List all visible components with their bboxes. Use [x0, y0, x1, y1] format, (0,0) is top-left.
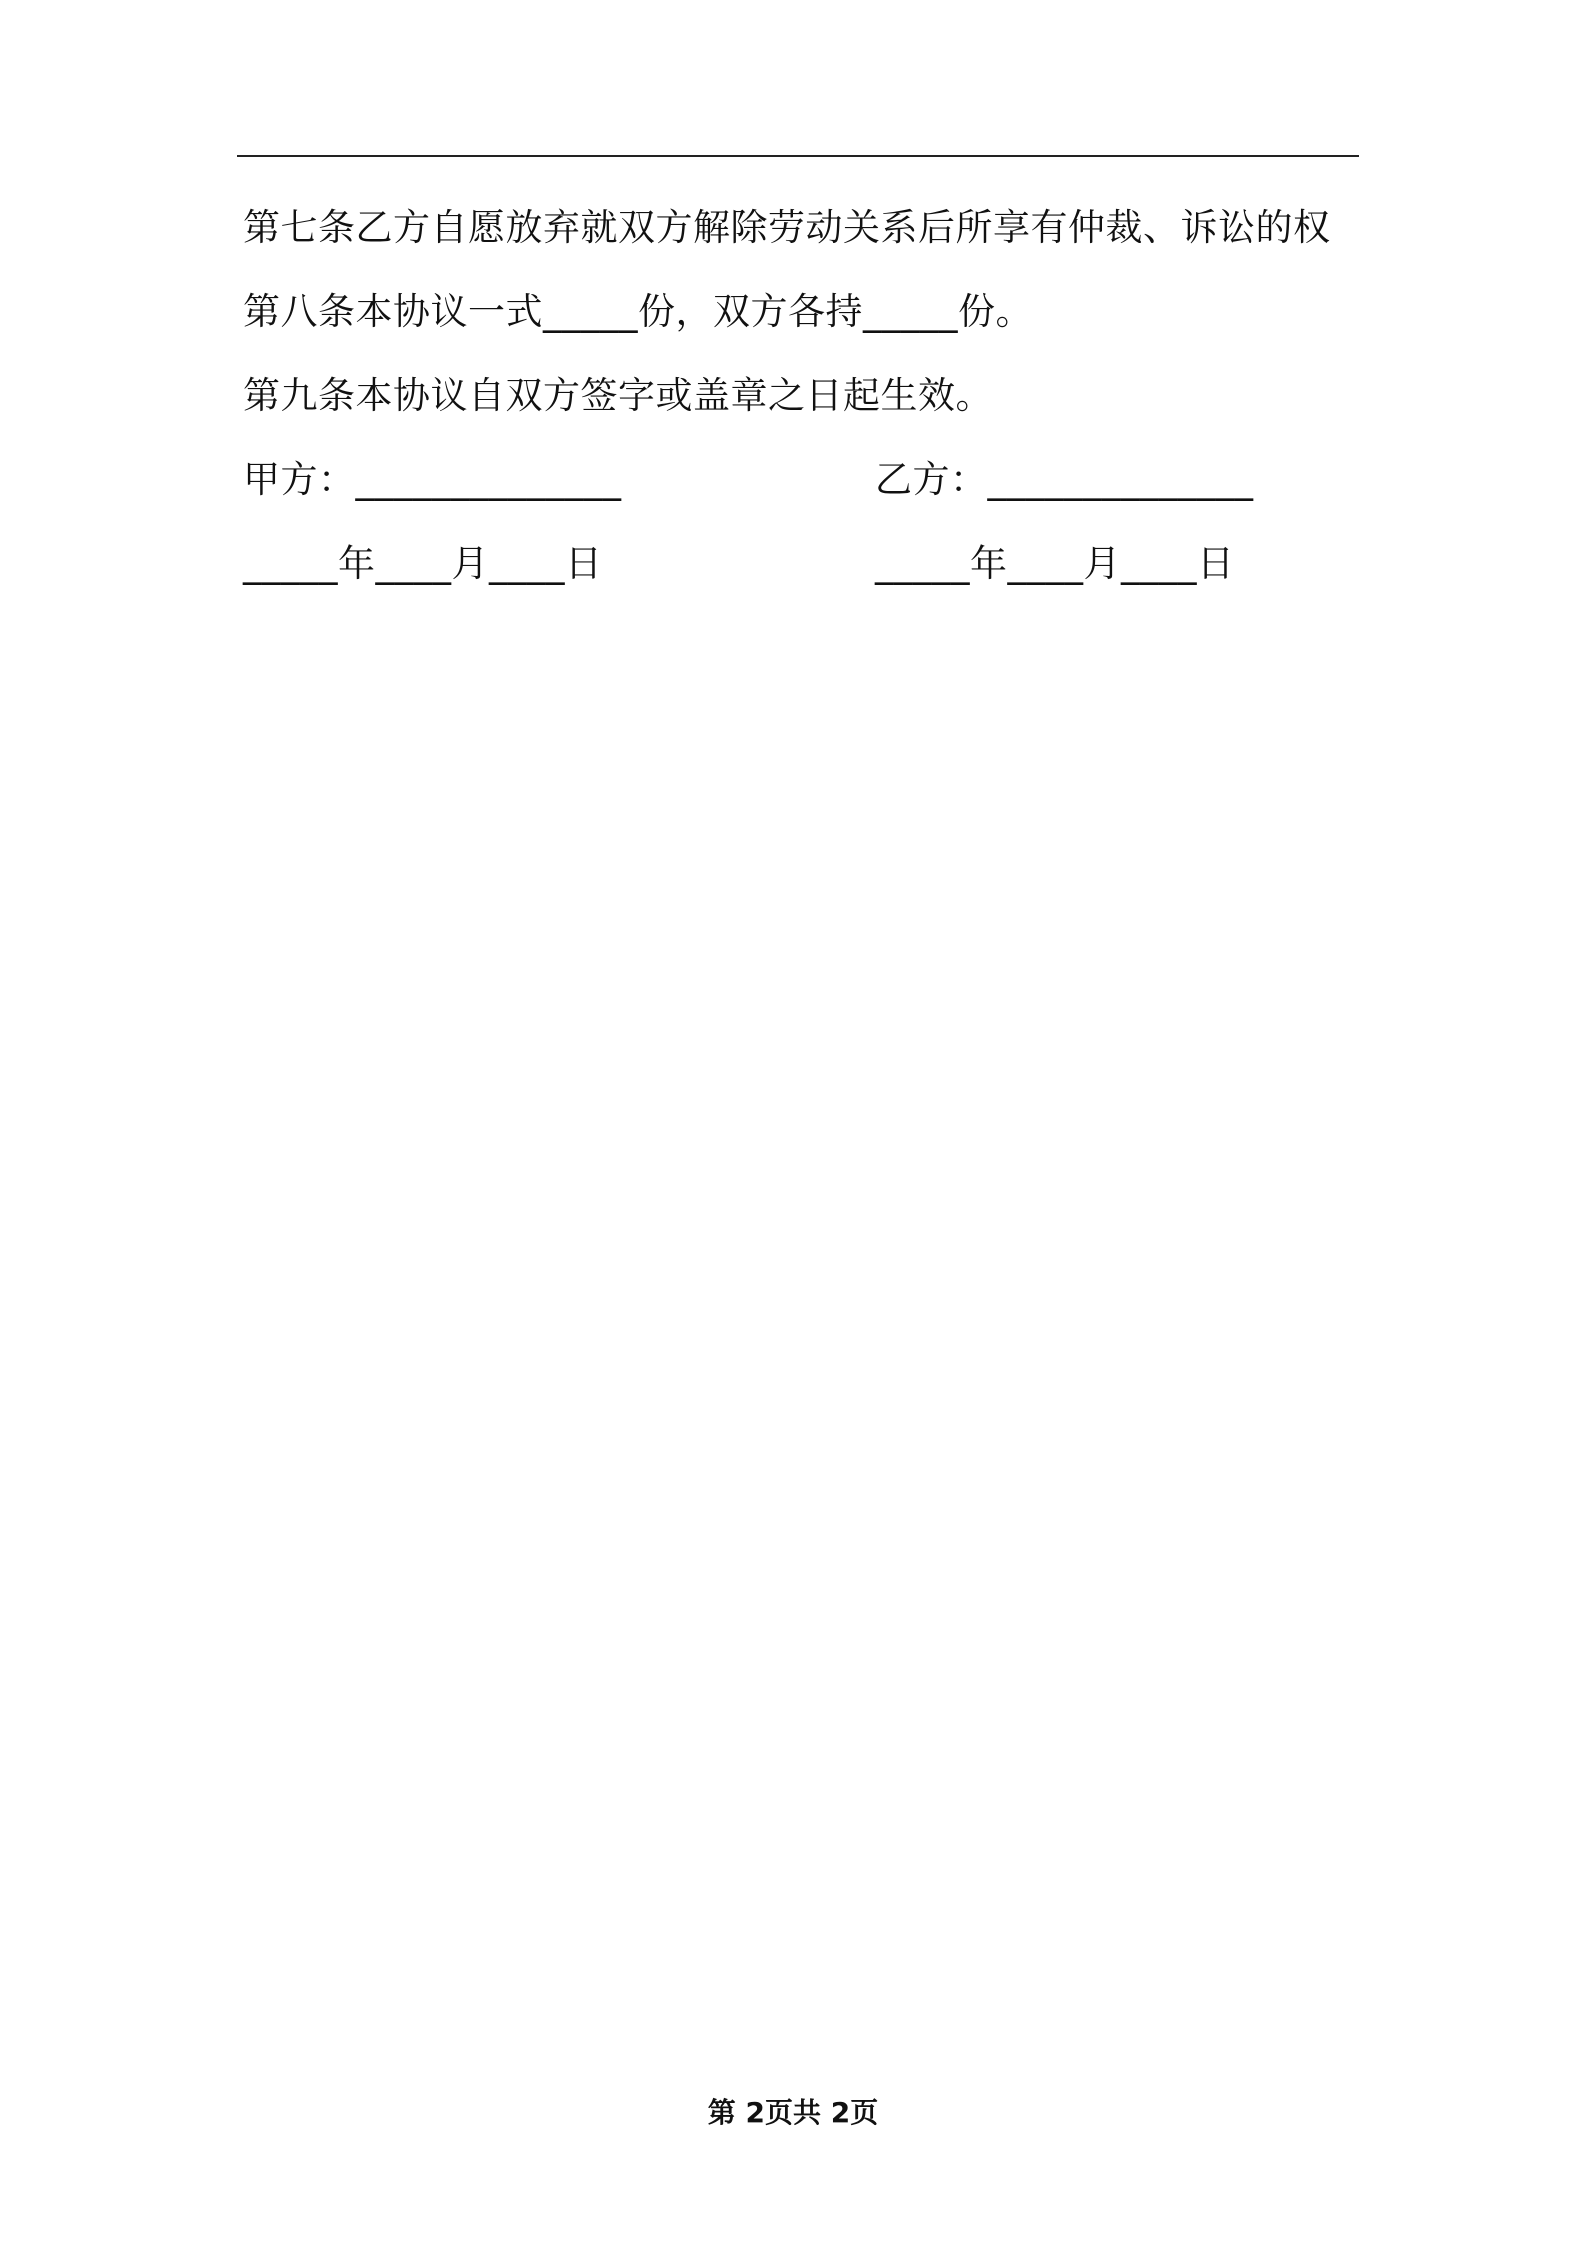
party-b-signature-line: 乙方：______________: [875, 458, 1254, 501]
article-8-text: 第八条本协议一式_____份，双方各持_____份。: [243, 290, 1033, 333]
header-rule: [237, 155, 1359, 157]
page-number: 第 2页共 2页: [707, 2096, 879, 2129]
party-a-signature-line: 甲方：______________: [243, 458, 622, 501]
party-a-date-line: _____年____月____日: [243, 542, 603, 585]
party-b-date-line: _____年____月____日: [875, 542, 1235, 585]
article-9-text: 第九条本协议自双方签字或盖章之日起生效。: [243, 374, 993, 417]
article-7-text: 第七条乙方自愿放弃就双方解除劳动关系后所享有仲裁、诉讼的权: [243, 206, 1331, 249]
